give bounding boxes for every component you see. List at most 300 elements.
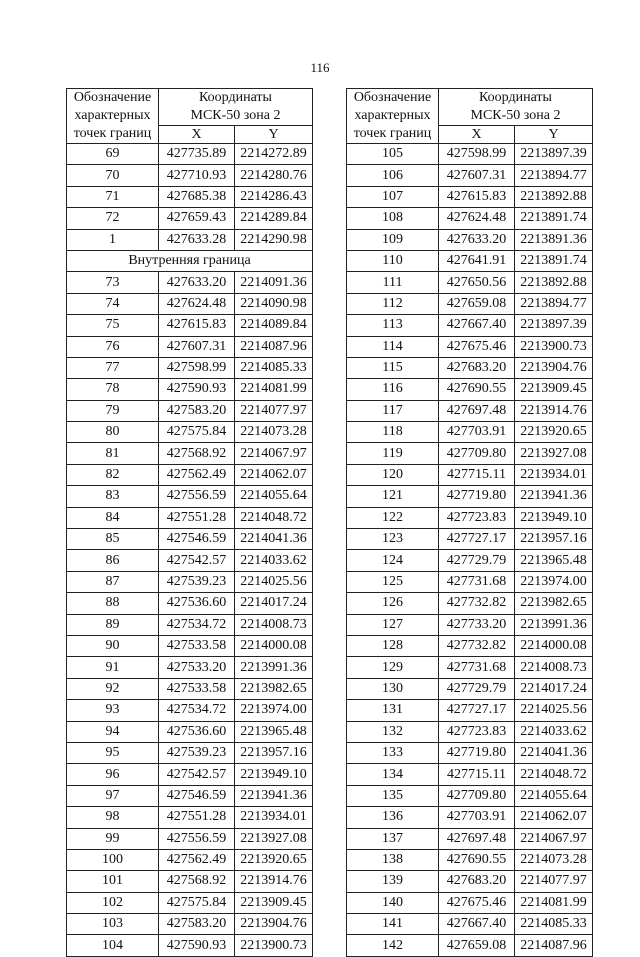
y-coordinate-cell: 2214073.28 [235,422,313,443]
x-coordinate-cell: 427568.92 [159,871,235,892]
x-coordinate-cell: 427710.93 [159,165,235,186]
point-id-cell: 104 [67,935,159,956]
x-coordinate-cell: 427683.20 [439,357,515,378]
table-row [347,357,593,378]
table-row [67,357,313,378]
table-row [347,742,593,763]
table-row [347,571,593,592]
y-coordinate-cell: 2214081.99 [235,379,313,400]
y-coordinate-cell: 2214025.56 [235,571,313,592]
x-header: X [439,126,515,144]
table-row [347,721,593,742]
y-coordinate-cell: 2213949.10 [515,507,593,528]
y-coordinate-cell: 2214017.24 [515,678,593,699]
x-coordinate-cell: 427633.20 [439,229,515,250]
table-row [67,935,313,956]
point-id-cell: 96 [67,764,159,785]
point-id-cell: 81 [67,443,159,464]
table-row [67,742,313,763]
x-coordinate-cell: 427568.92 [159,443,235,464]
point-id-cell: 137 [347,828,439,849]
y-coordinate-cell: 2214280.76 [235,165,313,186]
y-coordinate-cell: 2214000.08 [235,635,313,656]
table-row [347,529,593,550]
y-coordinate-cell: 2213934.01 [235,807,313,828]
x-coordinate-cell: 427590.93 [159,379,235,400]
point-id-cell: 114 [347,336,439,357]
y-coordinate-cell: 2214062.07 [235,464,313,485]
table-row [347,272,593,293]
x-coordinate-cell: 427542.57 [159,550,235,571]
point-id-cell: 86 [67,550,159,571]
point-id-cell: 101 [67,871,159,892]
x-coordinate-cell: 427633.28 [159,229,235,250]
x-coordinate-cell: 427675.46 [439,336,515,357]
point-id-cell: 80 [67,422,159,443]
x-coordinate-cell: 427697.48 [439,828,515,849]
x-coordinate-cell: 427709.80 [439,785,515,806]
y-coordinate-cell: 2213897.39 [515,144,593,165]
point-id-cell: 95 [67,742,159,763]
x-coordinate-cell: 427733.20 [439,614,515,635]
table-row [347,700,593,721]
y-coordinate-cell: 2214067.97 [515,828,593,849]
coordinates-header: Координаты МСК-50 зона 2 [159,89,313,126]
point-id-cell: 138 [347,849,439,870]
y-coordinate-cell: 2213965.48 [515,550,593,571]
table-row [67,336,313,357]
point-id-cell: 107 [347,186,439,207]
y-coordinate-cell: 2213965.48 [235,721,313,742]
y-coordinate-cell: 2214077.97 [235,400,313,421]
y-coordinate-cell: 2213941.36 [515,486,593,507]
y-coordinate-cell: 2213904.76 [515,357,593,378]
table-row [67,272,313,293]
page-number: 116 [310,60,330,75]
y-coordinate-cell: 2214067.97 [235,443,313,464]
point-id-cell: 99 [67,828,159,849]
point-id-cell: 116 [347,379,439,400]
point-id-cell: 84 [67,507,159,528]
point-id-cell: 127 [347,614,439,635]
table-row [67,593,313,614]
x-coordinate-cell: 427546.59 [159,529,235,550]
x-coordinate-cell: 427732.82 [439,635,515,656]
y-coordinate-cell: 2214091.36 [235,272,313,293]
point-id-cell: 74 [67,293,159,314]
y-coordinate-cell: 2214062.07 [515,807,593,828]
point-id-cell: 130 [347,678,439,699]
table-row [67,422,313,443]
x-coordinate-cell: 427598.99 [159,357,235,378]
coordinates-table-left [66,88,313,957]
table-row [67,721,313,742]
table-row [67,464,313,485]
x-coordinate-cell: 427598.99 [439,144,515,165]
point-id-cell: 94 [67,721,159,742]
table-row [347,614,593,635]
point-id-cell: 88 [67,593,159,614]
table-row [347,144,593,165]
point-id-cell: 75 [67,315,159,336]
y-coordinate-cell: 2214048.72 [235,507,313,528]
x-coordinate-cell: 427536.60 [159,721,235,742]
table-row [347,464,593,485]
y-coordinate-cell: 2213949.10 [235,764,313,785]
x-coordinate-cell: 427575.84 [159,422,235,443]
y-coordinate-cell: 2213909.45 [235,892,313,913]
table-row [347,657,593,678]
table-row [347,871,593,892]
x-coordinate-cell: 427659.43 [159,208,235,229]
table-row [347,849,593,870]
x-coordinate-cell: 427715.11 [439,764,515,785]
y-coordinate-cell: 2214055.64 [235,486,313,507]
x-coordinate-cell: 427615.83 [159,315,235,336]
point-id-cell: 118 [347,422,439,443]
table-row [67,871,313,892]
point-id-cell: 132 [347,721,439,742]
table-row [67,849,313,870]
x-coordinate-cell: 427729.79 [439,550,515,571]
y-coordinate-cell: 2214087.96 [515,935,593,956]
table-row [347,785,593,806]
coordinates-table-right [346,88,593,957]
y-coordinate-cell: 2213974.00 [235,700,313,721]
y-coordinate-cell: 2213891.74 [515,250,593,271]
y-coordinate-cell: 2213991.36 [515,614,593,635]
y-coordinate-cell: 2214286.43 [235,186,313,207]
y-coordinate-cell: 2213892.88 [515,186,593,207]
y-coordinate-cell: 2214033.62 [515,721,593,742]
x-coordinate-cell: 427539.23 [159,742,235,763]
x-coordinate-cell: 427583.20 [159,400,235,421]
x-coordinate-cell: 427575.84 [159,892,235,913]
point-id-cell: 120 [347,464,439,485]
table-row [347,550,593,571]
point-id-cell: 134 [347,764,439,785]
point-id-cell: 109 [347,229,439,250]
table-row [347,764,593,785]
table-row [347,935,593,956]
x-coordinate-cell: 427633.20 [159,272,235,293]
x-coordinate-cell: 427607.31 [159,336,235,357]
x-coordinate-cell: 427667.40 [439,315,515,336]
y-coordinate-cell: 2213920.65 [235,849,313,870]
point-id-cell: 71 [67,186,159,207]
point-id-cell: 139 [347,871,439,892]
table-row [67,764,313,785]
x-coordinate-cell: 427659.08 [439,293,515,314]
x-coordinate-cell: 427615.83 [439,186,515,207]
x-coordinate-cell: 427546.59 [159,785,235,806]
point-id-cell: 121 [347,486,439,507]
table-row [347,186,593,207]
x-coordinate-cell: 427534.72 [159,700,235,721]
x-coordinate-cell: 427590.93 [159,935,235,956]
table-row [67,379,313,400]
y-coordinate-cell: 2214290.98 [235,229,313,250]
x-coordinate-cell: 427715.11 [439,464,515,485]
point-id-cell: 125 [347,571,439,592]
point-id-cell: 106 [347,165,439,186]
y-coordinate-cell: 2214033.62 [235,550,313,571]
table-row [67,635,313,656]
y-coordinate-cell: 2214289.84 [235,208,313,229]
point-id-cell: 129 [347,657,439,678]
x-coordinate-cell: 427723.83 [439,721,515,742]
x-coordinate-cell: 427533.58 [159,678,235,699]
x-coordinate-cell: 427723.83 [439,507,515,528]
y-coordinate-cell: 2213900.73 [235,935,313,956]
x-coordinate-cell: 427542.57 [159,764,235,785]
y-header: Y [515,126,593,144]
x-coordinate-cell: 427697.48 [439,400,515,421]
y-coordinate-cell: 2213982.65 [515,593,593,614]
table-row [347,422,593,443]
x-coordinate-cell: 427624.48 [439,208,515,229]
table-row [67,486,313,507]
table-row [347,250,593,271]
x-coordinate-cell: 427703.91 [439,807,515,828]
point-designation-header: Обозначение характерных точек границ [347,89,439,144]
x-coordinate-cell: 427732.82 [439,593,515,614]
point-id-cell: 133 [347,742,439,763]
y-coordinate-cell: 2214073.28 [515,849,593,870]
point-id-cell: 83 [67,486,159,507]
x-coordinate-cell: 427735.89 [159,144,235,165]
point-id-cell: 108 [347,208,439,229]
point-id-cell: 97 [67,785,159,806]
y-coordinate-cell: 2213891.36 [515,229,593,250]
x-coordinate-cell: 427534.72 [159,614,235,635]
point-id-cell: 72 [67,208,159,229]
table-row [67,507,313,528]
y-coordinate-cell: 2213957.16 [515,529,593,550]
table-row [67,186,313,207]
table-row [67,571,313,592]
table-row [67,229,313,250]
section-label: Внутренняя граница [67,250,313,271]
point-id-cell: 131 [347,700,439,721]
x-coordinate-cell: 427731.68 [439,571,515,592]
y-coordinate-cell: 2213927.08 [515,443,593,464]
x-coordinate-cell: 427551.28 [159,507,235,528]
point-id-cell: 115 [347,357,439,378]
x-coordinate-cell: 427709.80 [439,443,515,464]
y-coordinate-cell: 2213914.76 [235,871,313,892]
y-coordinate-cell: 2214085.33 [515,914,593,935]
table-row [67,807,313,828]
y-coordinate-cell: 2213897.39 [515,315,593,336]
y-coordinate-cell: 2214048.72 [515,764,593,785]
y-coordinate-cell: 2213904.76 [235,914,313,935]
point-id-cell: 105 [347,144,439,165]
point-id-cell: 85 [67,529,159,550]
table-row [67,914,313,935]
x-header: X [159,126,235,144]
table-row [67,144,313,165]
x-coordinate-cell: 427675.46 [439,892,515,913]
table-row [67,208,313,229]
y-header: Y [235,126,313,144]
table-row [67,443,313,464]
x-coordinate-cell: 427683.20 [439,871,515,892]
y-coordinate-cell: 2214085.33 [235,357,313,378]
table-row [347,400,593,421]
table-row [67,828,313,849]
point-id-cell: 70 [67,165,159,186]
x-coordinate-cell: 427703.91 [439,422,515,443]
table-row [347,486,593,507]
y-coordinate-cell: 2214025.56 [515,700,593,721]
x-coordinate-cell: 427719.80 [439,486,515,507]
table-row [347,892,593,913]
y-coordinate-cell: 2214041.36 [235,529,313,550]
y-coordinate-cell: 2214008.73 [235,614,313,635]
point-id-cell: 128 [347,635,439,656]
table-row [347,336,593,357]
point-id-cell: 78 [67,379,159,400]
table-row [347,165,593,186]
table-row [67,657,313,678]
table-row [67,315,313,336]
y-coordinate-cell: 2213900.73 [515,336,593,357]
y-coordinate-cell: 2214089.84 [235,315,313,336]
x-coordinate-cell: 427556.59 [159,828,235,849]
x-coordinate-cell: 427562.49 [159,849,235,870]
table-row [67,614,313,635]
table-row [67,293,313,314]
point-id-cell: 111 [347,272,439,293]
x-coordinate-cell: 427536.60 [159,593,235,614]
x-coordinate-cell: 427729.79 [439,678,515,699]
x-coordinate-cell: 427690.55 [439,849,515,870]
y-coordinate-cell: 2213892.88 [515,272,593,293]
point-id-cell: 136 [347,807,439,828]
point-id-cell: 1 [67,229,159,250]
table-row [347,828,593,849]
y-coordinate-cell: 2214272.89 [235,144,313,165]
point-id-cell: 124 [347,550,439,571]
y-coordinate-cell: 2214081.99 [515,892,593,913]
x-coordinate-cell: 427583.20 [159,914,235,935]
section-row [67,250,313,271]
point-designation-header: Обозначение характерных точек границ [67,89,159,144]
point-id-cell: 102 [67,892,159,913]
x-coordinate-cell: 427556.59 [159,486,235,507]
y-coordinate-cell: 2213957.16 [235,742,313,763]
y-coordinate-cell: 2213982.65 [235,678,313,699]
point-id-cell: 110 [347,250,439,271]
y-coordinate-cell: 2213934.01 [515,464,593,485]
point-id-cell: 122 [347,507,439,528]
point-id-cell: 126 [347,593,439,614]
point-id-cell: 89 [67,614,159,635]
x-coordinate-cell: 427641.91 [439,250,515,271]
point-id-cell: 69 [67,144,159,165]
x-coordinate-cell: 427685.38 [159,186,235,207]
y-coordinate-cell: 2213974.00 [515,571,593,592]
table-row [67,678,313,699]
table-row [347,315,593,336]
x-coordinate-cell: 427533.20 [159,657,235,678]
table-row [67,400,313,421]
table-row [67,165,313,186]
y-coordinate-cell: 2214055.64 [515,785,593,806]
table-row [347,293,593,314]
y-coordinate-cell: 2213914.76 [515,400,593,421]
x-coordinate-cell: 427650.56 [439,272,515,293]
point-id-cell: 113 [347,315,439,336]
y-coordinate-cell: 2213891.74 [515,208,593,229]
point-id-cell: 135 [347,785,439,806]
point-id-cell: 117 [347,400,439,421]
point-id-cell: 76 [67,336,159,357]
y-coordinate-cell: 2214000.08 [515,635,593,656]
point-id-cell: 73 [67,272,159,293]
point-id-cell: 119 [347,443,439,464]
point-id-cell: 77 [67,357,159,378]
table-row [347,593,593,614]
table-row [67,700,313,721]
table-row [347,678,593,699]
y-coordinate-cell: 2213927.08 [235,828,313,849]
y-coordinate-cell: 2213920.65 [515,422,593,443]
point-id-cell: 87 [67,571,159,592]
y-coordinate-cell: 2214090.98 [235,293,313,314]
point-id-cell: 92 [67,678,159,699]
x-coordinate-cell: 427551.28 [159,807,235,828]
point-id-cell: 100 [67,849,159,870]
point-id-cell: 103 [67,914,159,935]
table-row [347,807,593,828]
x-coordinate-cell: 427727.17 [439,700,515,721]
y-coordinate-cell: 2213941.36 [235,785,313,806]
point-id-cell: 112 [347,293,439,314]
x-coordinate-cell: 427731.68 [439,657,515,678]
y-coordinate-cell: 2214041.36 [515,742,593,763]
coordinates-header: Координаты МСК-50 зона 2 [439,89,593,126]
table-row [347,443,593,464]
point-id-cell: 141 [347,914,439,935]
table-row [67,785,313,806]
y-coordinate-cell: 2213894.77 [515,165,593,186]
table-row [347,379,593,400]
table-row [347,635,593,656]
point-id-cell: 91 [67,657,159,678]
table-row [347,914,593,935]
y-coordinate-cell: 2213909.45 [515,379,593,400]
x-coordinate-cell: 427624.48 [159,293,235,314]
y-coordinate-cell: 2213894.77 [515,293,593,314]
y-coordinate-cell: 2214077.97 [515,871,593,892]
point-id-cell: 142 [347,935,439,956]
point-id-cell: 79 [67,400,159,421]
point-id-cell: 98 [67,807,159,828]
x-coordinate-cell: 427562.49 [159,464,235,485]
x-coordinate-cell: 427690.55 [439,379,515,400]
table-row [67,550,313,571]
x-coordinate-cell: 427719.80 [439,742,515,763]
point-id-cell: 90 [67,635,159,656]
y-coordinate-cell: 2213991.36 [235,657,313,678]
y-coordinate-cell: 2214087.96 [235,336,313,357]
table-row [347,507,593,528]
table-row [67,892,313,913]
point-id-cell: 82 [67,464,159,485]
x-coordinate-cell: 427727.17 [439,529,515,550]
